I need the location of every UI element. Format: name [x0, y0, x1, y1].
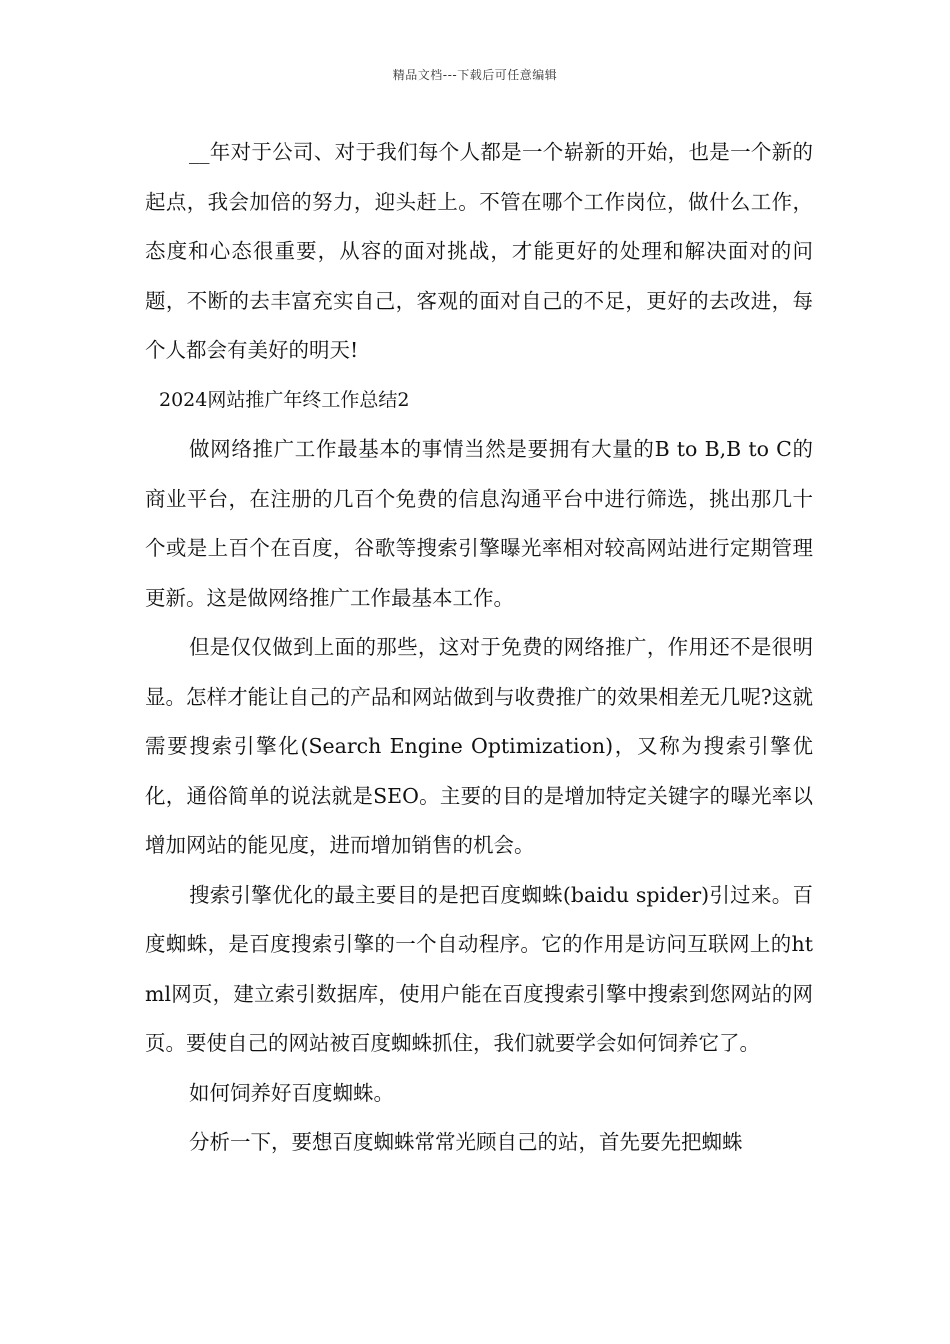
paragraph-seo-definition: 但是仅仅做到上面的那些，这对于免费的网络推广，作用还不是很明显。怎样才能让自己的产品和网站做到与收费推广的效果相差无几呢?这就需要搜索引擎化(Search Engine Optimization)，又称为搜索引擎优化，通俗简单的说法就是SEO。主要的目的是增加特定关键字的曝光率以增加网站的能见度，进而增加销售的机会。	[145, 635, 813, 857]
paragraph-intro-closing: __年对于公司、对于我们每个人都是一个崭新的开始，也是一个新的起点，我会加倍的努力，迎头赶上。不管在哪个工作岗位，做什么工作，态度和心态很重要，从容的面对挑战，才能更好的处理和解决面对的问题，不断的去丰富充实自己，客观的面对自己的不足，更好的去改进，每个人都会有美好的明天!	[145, 140, 813, 362]
paragraph-baidu-spider: 搜索引擎优化的最主要目的是把百度蜘蛛(baidu spider)引过来。百度蜘蛛，是百度搜索引擎的一个自动程序。它的作用是访问互联网上的html网页，建立索引数据库，使用户能在百度搜索引擎中搜索到您网站的网页。要使自己的网站被百度蜘蛛抓住，我们就要学会如何饲养它了。	[145, 882, 813, 1055]
document-body	[145, 128, 813, 1168]
page-header: 精品文档---下载后可任意编辑	[392, 68, 558, 82]
paragraph-b2b-platforms: 做网络推广工作最基本的事情当然是要拥有大量的B to B,B to C的商业平台，在注册的几百个免费的信息沟通平台中进行筛选，挑出那几十个或是上百个在百度，谷歌等搜索引擎曝光率相对较高网站进行定期管理更新。这是做网络推广工作最基本工作。	[145, 437, 813, 610]
paragraph-how-to-feed: 如何饲养好百度蜘蛛。	[189, 1080, 394, 1105]
paragraph-analysis: 分析一下，要想百度蜘蛛常常光顾自己的站，首先要先把蜘蛛	[189, 1130, 743, 1154]
section-heading: 2024网站推广年终工作总结2	[159, 388, 410, 411]
